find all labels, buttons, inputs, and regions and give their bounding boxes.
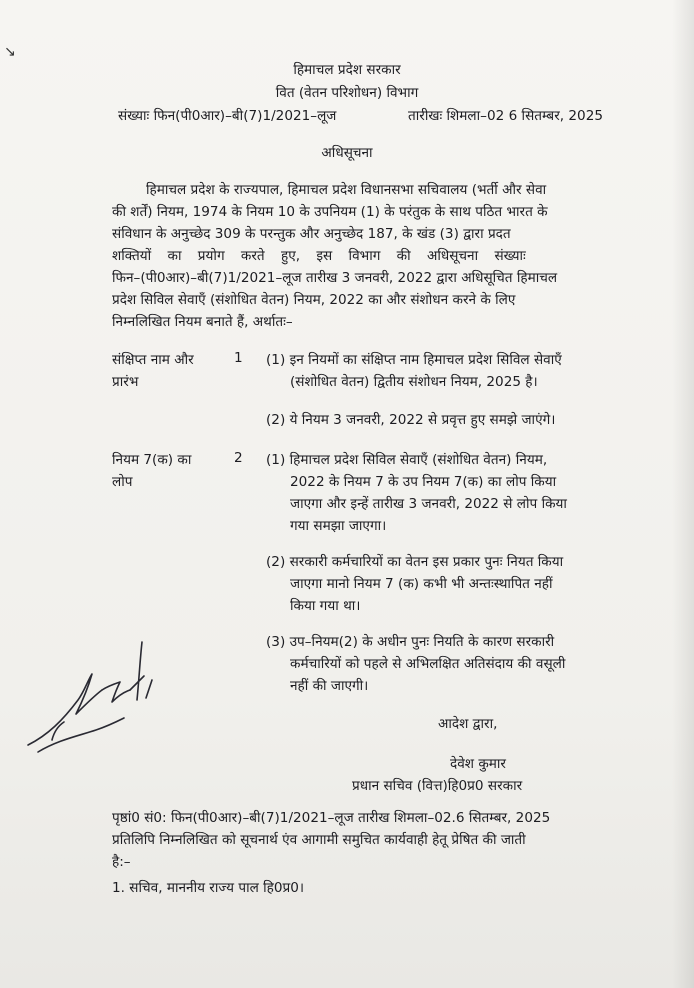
rule-1-sub-1: (1) इन नियमों का संक्षिप्त नाम हिमाचल प्रदेश सिविल सेवाएँ	[266, 352, 562, 368]
intro-line: की शर्तें) नियम, 1974 के नियम 10 के उपनियम (1) के परंतुक के साथ पठित भारत के	[112, 204, 548, 220]
rule-2-sub-2: किया गया था।	[290, 598, 361, 614]
signatory-post: प्रधान सचिव (वित्त)हि0प्र0 सरकार	[352, 778, 523, 794]
rule-1-sub-1: (संशोधित वेतन) द्वितीय संशोधन नियम, 2025 है।	[290, 374, 538, 390]
rule-1-label: संक्षिप्त नाम और	[112, 352, 194, 368]
issue-date: तारीखः शिमला–02 6 सितम्बर, 2025	[408, 108, 603, 124]
endorsement-ref: पृष्ठां0 सं0: फिन(पी0आर)–बी(7)1/2021–लूज तारीख शिमला–02.6 सितम्बर, 2025	[112, 810, 551, 826]
margin-tick: ↘	[4, 44, 16, 60]
notification-title: अधिसूचना	[321, 145, 373, 161]
rule-2-sub-2: जाएगा मानो नियम 7 (क) कभी भी अन्तःस्थापित नहीं	[290, 576, 553, 592]
order-by-label: आदेश द्वारा,	[438, 716, 498, 732]
intro-line: हिमाचल प्रदेश के राज्यपाल, हिमाचल प्रदेश विधानसभा सचिवालय (भर्ती और सेवा	[146, 182, 547, 198]
handwritten-signature	[18, 640, 168, 760]
intro-line: प्रदेश सिविल सेवाएँ (संशोधित वेतन) नियम, 2022 का और संशोधन करने के लिए	[112, 292, 516, 308]
reference-number: संख्याः फिन(पी0आर)–बी(7)1/2021–लूज	[118, 108, 337, 124]
intro-line: फिन–(पी0आर)–बी(7)1/2021–लूज तारीख 3 जनवरी, 2022 द्वारा अधिसूचित हिमाचल	[112, 270, 558, 286]
rule-2-number: 2	[234, 450, 243, 466]
endorsement-line: है:–	[112, 854, 131, 870]
rule-2-sub-3: कर्मचारियों को पहले से अभिलक्षित अतिसंदाय की वसूली	[290, 656, 566, 672]
signatory-name: देवेश कुमार	[450, 756, 506, 772]
rule-2-sub-1: 2022 के नियम 7 के उप नियम 7(क) का लोप किया	[290, 474, 557, 490]
intro-line: शक्तियों का प्रयोग करते हुए, इस विभाग की अधिसूचना संख्याः	[112, 248, 526, 264]
copy-list-item: 1. सचिव, माननीय राज्य पाल हि0प्र0।	[112, 880, 305, 896]
rule-2-label: नियम 7(क) का	[112, 452, 192, 468]
rule-2-sub-3: (3) उप–नियम(2) के अधीन पुनः नियति के कारण सरकारी	[266, 634, 555, 650]
rule-1-label: प्रारंभ	[112, 374, 139, 390]
dept-heading: वित (वेतन परिशोधन) विभाग	[275, 85, 419, 101]
rule-2-sub-3: नहीं की जाएगी।	[290, 678, 369, 694]
rule-2-sub-1: गया समझा जाएगा।	[290, 518, 387, 534]
rule-1-number: 1	[234, 350, 243, 366]
rule-2-sub-2: (2) सरकारी कर्मचारियों का वेतन इस प्रकार पुनः नियत किया	[266, 554, 564, 570]
intro-line: संविधान के अनुच्छेद 309 के परन्तुक और अनुच्छेद 187, के खंड (3) द्वारा प्रदत	[112, 226, 511, 242]
rule-2-label: लोप	[112, 474, 133, 490]
intro-line: निम्नलिखित नियम बनाते हैं, अर्थातः–	[112, 314, 293, 330]
endorsement-line: प्रतिलिपि निम्नलिखित को सूचनार्थ एंव आगामी समुचित कार्यवाही हेतू प्रेषित की जाती	[112, 832, 526, 848]
rule-2-sub-1: (1) हिमाचल प्रदेश सिविल सेवाएँ (संशोधित वेतन) नियम,	[266, 452, 548, 468]
govt-heading: हिमाचल प्रदेश सरकार	[293, 62, 401, 78]
rule-1-sub-2: (2) ये नियम 3 जनवरी, 2022 से प्रवृत्त हुए समझे जाएंगे।	[266, 412, 556, 428]
rule-2-sub-1: जाएगा और इन्हें तारीख 3 जनवरी, 2022 से लोप किया	[290, 496, 567, 512]
